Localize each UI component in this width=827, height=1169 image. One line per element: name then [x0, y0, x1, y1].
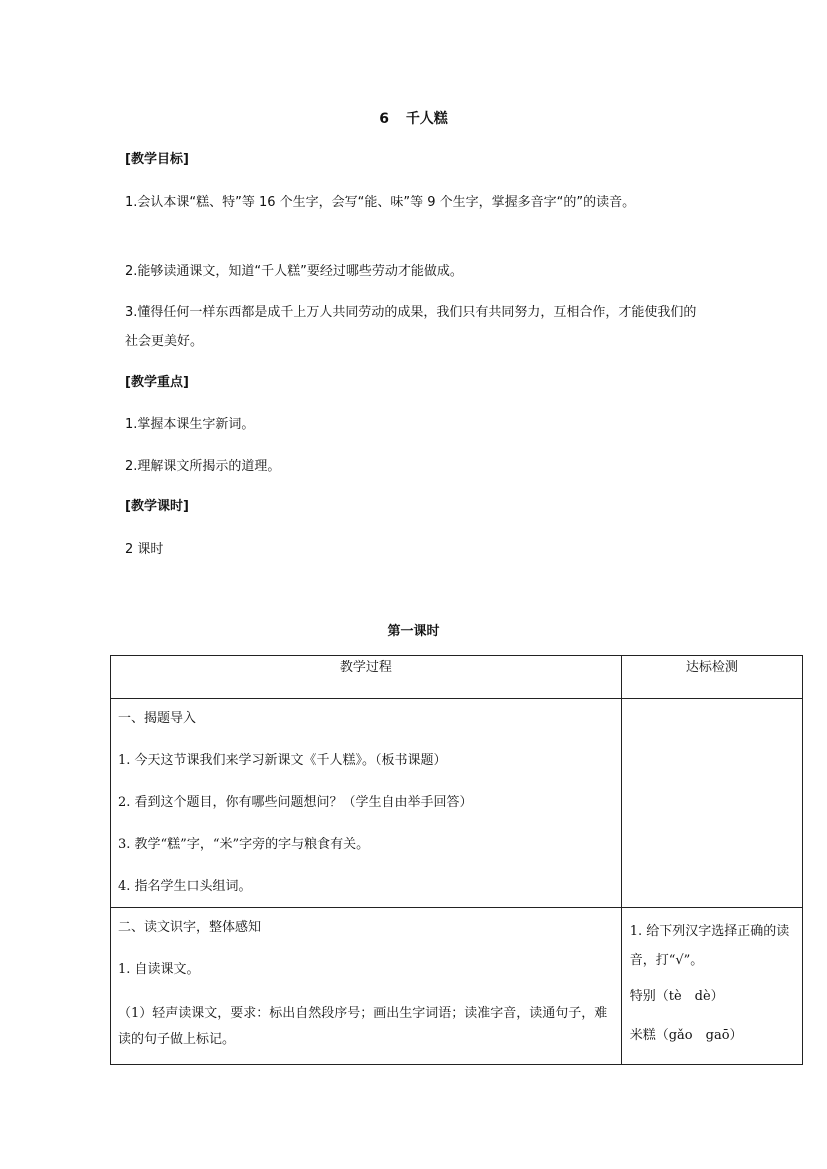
lesson-table: [110, 655, 803, 1065]
key-points-heading: [教学重点]: [125, 375, 189, 390]
process-line: （1）轻声读课文，要求：标出自然段序号；画出生字词语；读准字音，读通句子，难读的句子做上标记。: [118, 1006, 608, 1047]
objectives-section: [125, 150, 705, 170]
key-point-item: 2.理解课文所揭示的道理。: [125, 459, 281, 474]
first-period-title: 第一课时: [387, 624, 440, 639]
objective-item: 3.懂得任何一样东西都是成千上万人共同劳动的成果，我们只有共同努力，互相合作，才能使我们的社会更美好。: [125, 305, 697, 349]
process-cell: [111, 908, 622, 1065]
process-line: 4. 指名学生口头组词。: [118, 879, 252, 894]
hours-heading: [教学课时]: [125, 499, 189, 514]
check-cell: [621, 699, 802, 908]
objective-item: 2.能够读通课文，知道“千人糕”要经过哪些劳动才能做成。: [125, 264, 463, 279]
process-cell: [111, 699, 622, 908]
lesson-title-text: 千人糕: [405, 111, 448, 127]
objectives-heading: [教学目标]: [125, 152, 189, 167]
table-header-check: 达标检测: [621, 656, 802, 699]
check-line: 特别（tè dè）: [629, 989, 724, 1004]
objective-item: 1.会认本课“糕、特”等 16 个生字，会写“能、味”等 9 个生字，掌握多音字“的”的读音。: [125, 195, 636, 210]
process-line: 3. 教学“糕”字，“米”字旁的字与粮食有关。: [118, 837, 370, 852]
process-line: 1. 自读课文。: [118, 962, 200, 977]
process-line: 2. 看到这个题目，你有哪些问题想问？（学生自由举手回答）: [118, 795, 473, 810]
table-header-row: [111, 656, 803, 699]
key-point-item: 1.掌握本课生字新词。: [125, 417, 255, 432]
check-line: 1. 给下列汉字选择正确的读音，打“√”。: [629, 924, 790, 968]
check-cell: [621, 908, 802, 1065]
process-line: 1. 今天这节课我们来学习新课文《千人糕》。（板书课题）: [118, 753, 447, 768]
lesson-title: [0, 109, 827, 129]
hours-value: 2 课时: [125, 542, 164, 557]
process-line: 一、揭题导入: [118, 711, 197, 726]
table-row: [111, 699, 803, 908]
process-line: 二、读文识字，整体感知: [118, 920, 262, 935]
lesson-number: 6: [379, 111, 389, 127]
table-row: [111, 908, 803, 1065]
table-header-process: 教学过程: [111, 656, 622, 699]
check-line: 米糕（gǎo gaō）: [629, 1028, 743, 1043]
